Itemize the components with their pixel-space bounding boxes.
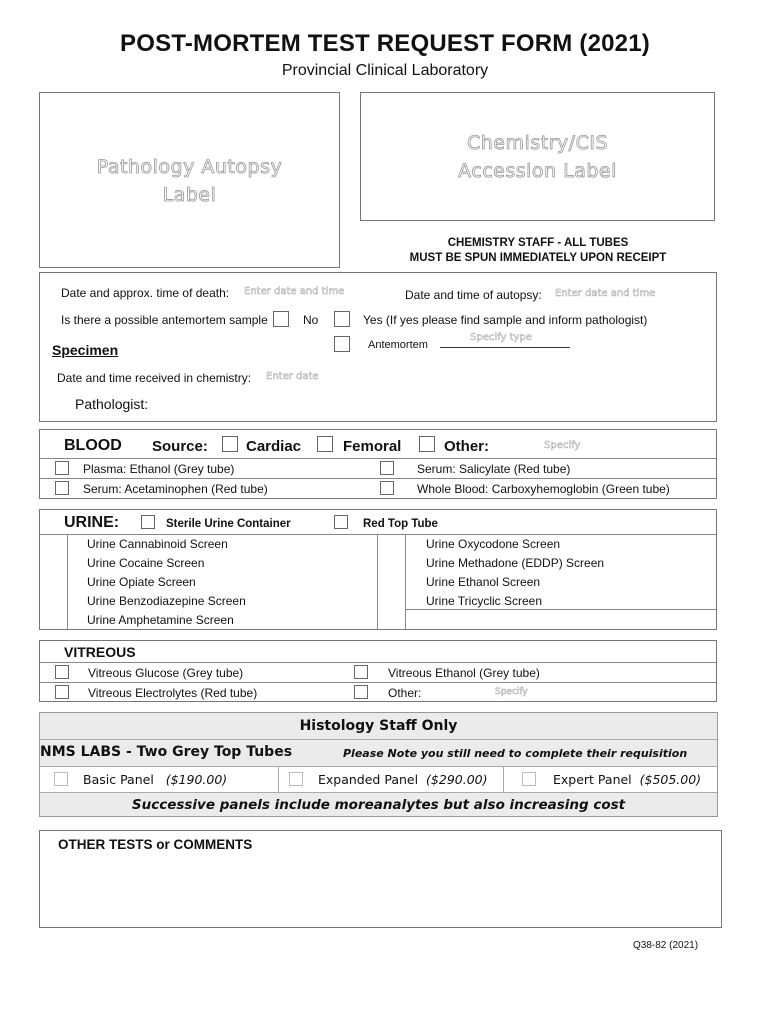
urine-column-line bbox=[67, 534, 68, 629]
blood-test: Plasma: Ethanol (Grey tube) bbox=[83, 462, 235, 476]
pathology-label-box bbox=[39, 92, 340, 268]
blood-carboxyhemoglobin-checkbox[interactable] bbox=[380, 481, 394, 495]
panel-price: ($505.00) bbox=[639, 772, 702, 787]
cardiac-label: Cardiac bbox=[246, 438, 302, 455]
panels-footer-note: Successive panels include moreanalytes but also increasing cost bbox=[131, 797, 626, 813]
blood-ethanol-checkbox[interactable] bbox=[55, 461, 69, 475]
urine-test: Urine Opiate Screen bbox=[87, 575, 196, 589]
panel-name: Basic Panel bbox=[83, 772, 154, 787]
urine-test: Urine Cocaine Screen bbox=[87, 556, 205, 570]
vitreous-title: VITREOUS bbox=[64, 644, 136, 660]
received-input[interactable]: Enter date bbox=[266, 371, 319, 382]
autopsy-label: Date and time of autopsy: bbox=[405, 288, 542, 302]
chemistry-label-box bbox=[360, 92, 715, 221]
sterile-container-checkbox[interactable] bbox=[141, 515, 155, 529]
histology-divider bbox=[40, 792, 717, 793]
received-label: Date and time received in chemistry: bbox=[57, 371, 252, 385]
vitreous-test: Vitreous Electrolytes (Red tube) bbox=[88, 686, 258, 700]
antemortem-label: Antemortem bbox=[368, 339, 428, 351]
death-input[interactable]: Enter date and time bbox=[244, 286, 345, 297]
notice-line2: MUST BE SPUN IMMEDIATELY UPON RECEIPT bbox=[409, 252, 667, 264]
other-source-checkbox[interactable] bbox=[419, 436, 435, 452]
femoral-label: Femoral bbox=[343, 438, 402, 455]
urine-title: URINE: bbox=[64, 514, 120, 531]
expanded-panel-label bbox=[318, 772, 487, 787]
blood-test: Whole Blood: Carboxyhemoglobin (Green tube) bbox=[417, 482, 670, 496]
comments-title: OTHER TESTS or COMMENTS bbox=[58, 837, 253, 852]
urine-test: Urine Cannabinoid Screen bbox=[87, 537, 228, 551]
urine-test: Urine Oxycodone Screen bbox=[426, 537, 561, 551]
urine-test: Urine Benzodiazepine Screen bbox=[87, 594, 246, 608]
form-number: Q38-82 (2021) bbox=[633, 940, 699, 951]
other-source-input[interactable]: Specify bbox=[544, 440, 581, 451]
red-top-tube-checkbox[interactable] bbox=[334, 515, 348, 529]
chemistry-notice bbox=[360, 236, 716, 266]
femoral-checkbox[interactable] bbox=[317, 436, 333, 452]
expanded-panel-checkbox[interactable] bbox=[289, 772, 303, 786]
vitreous-other-input[interactable]: Specify bbox=[495, 687, 528, 697]
blood-title: BLOOD bbox=[64, 437, 122, 454]
panel-name: Expert Panel bbox=[553, 772, 632, 787]
vitreous-divider bbox=[40, 662, 716, 663]
urine-row-line bbox=[405, 609, 716, 610]
urine-test: Urine Amphetamine Screen bbox=[87, 613, 234, 627]
panel-name: Expanded Panel bbox=[318, 772, 419, 787]
vitreous-ethanol-checkbox[interactable] bbox=[354, 665, 368, 679]
expert-panel-checkbox[interactable] bbox=[522, 772, 536, 786]
red-top-tube-label: Red Top Tube bbox=[363, 518, 438, 530]
autopsy-input[interactable]: Enter date and time bbox=[555, 288, 656, 299]
basic-panel-label bbox=[83, 772, 227, 787]
pathology-label-line1: Pathology Autopsy bbox=[96, 156, 283, 178]
urine-divider bbox=[40, 534, 716, 535]
blood-divider bbox=[40, 478, 716, 479]
notice-line1: CHEMISTRY STAFF - ALL TUBES bbox=[447, 237, 629, 249]
panel-divider bbox=[503, 767, 504, 792]
antemortem-no-checkbox[interactable] bbox=[273, 311, 289, 327]
antemortem-yes-checkbox[interactable] bbox=[334, 311, 350, 327]
histology-title: Histology Staff Only bbox=[299, 718, 458, 734]
blood-acetaminophen-checkbox[interactable] bbox=[55, 481, 69, 495]
antemortem-input[interactable] bbox=[440, 332, 570, 348]
histology-divider bbox=[40, 739, 717, 740]
vitreous-divider bbox=[40, 682, 716, 683]
antemortem-checkbox[interactable] bbox=[334, 336, 350, 352]
urine-column-line bbox=[405, 534, 406, 629]
death-label: Date and approx. time of death: bbox=[61, 286, 230, 300]
nms-labs-label: NMS LABS - Two Grey Top Tubes bbox=[40, 744, 293, 760]
antemortem-question: Is there a possible antemortem sample bbox=[61, 313, 268, 327]
panel-price: ($190.00) bbox=[165, 772, 228, 787]
pathologist-label: Pathologist: bbox=[75, 396, 149, 412]
urine-test: Urine Tricyclic Screen bbox=[426, 594, 543, 608]
other-source-label: Other: bbox=[444, 438, 489, 455]
panel-price: ($290.00) bbox=[426, 772, 488, 787]
vitreous-electrolytes-checkbox[interactable] bbox=[55, 685, 69, 699]
yes-label: Yes (If yes please find sample and inform pathologist) bbox=[363, 313, 648, 327]
antemortem-hint: Specify type bbox=[470, 332, 532, 343]
form-title: POST-MORTEM TEST REQUEST FORM (2021) bbox=[120, 30, 650, 57]
cardiac-checkbox[interactable] bbox=[222, 436, 238, 452]
form-subtitle: Provincial Clinical Laboratory bbox=[281, 62, 489, 79]
specimen-heading: Specimen bbox=[52, 342, 119, 358]
chemistry-label-line1: Chemistry/CIS bbox=[466, 132, 609, 154]
sterile-container-label: Sterile Urine Container bbox=[166, 518, 291, 530]
chemistry-label-line2: Accession Label bbox=[458, 160, 617, 182]
blood-divider bbox=[40, 458, 716, 459]
no-label: No bbox=[303, 313, 319, 327]
basic-panel-checkbox[interactable] bbox=[54, 772, 68, 786]
urine-test: Urine Ethanol Screen bbox=[426, 575, 541, 589]
blood-test: Serum: Acetaminophen (Red tube) bbox=[83, 482, 268, 496]
blood-salicylate-checkbox[interactable] bbox=[380, 461, 394, 475]
vitreous-test: Other: bbox=[388, 686, 422, 700]
vitreous-glucose-checkbox[interactable] bbox=[55, 665, 69, 679]
vitreous-other-checkbox[interactable] bbox=[354, 685, 368, 699]
requisition-note: Please Note you still need to complete their requisition bbox=[343, 747, 688, 760]
urine-test: Urine Methadone (EDDP) Screen bbox=[426, 556, 605, 570]
pathology-label-line2: Label bbox=[162, 184, 217, 206]
panel-divider bbox=[278, 767, 279, 792]
urine-column-line bbox=[377, 534, 378, 629]
blood-test: Serum: Salicylate (Red tube) bbox=[417, 462, 571, 476]
blood-source-label: Source: bbox=[152, 438, 208, 455]
vitreous-test: Vitreous Ethanol (Grey tube) bbox=[388, 666, 540, 680]
expert-panel-label bbox=[553, 772, 701, 787]
vitreous-test: Vitreous Glucose (Grey tube) bbox=[88, 666, 244, 680]
